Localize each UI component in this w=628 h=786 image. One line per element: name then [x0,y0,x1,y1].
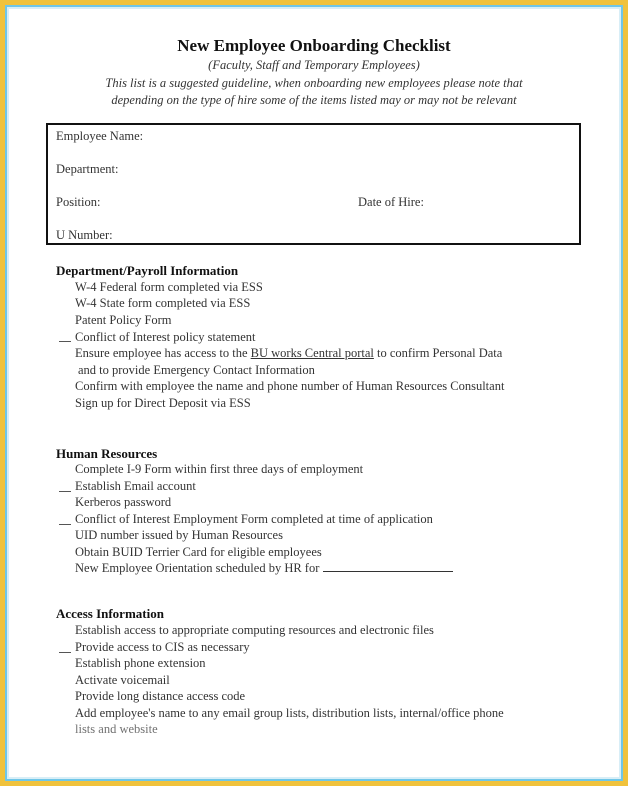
section-title-hr: Human Resources [56,446,158,461]
checkbox-blank [59,341,71,342]
date-of-hire-label: Date of Hire: [358,195,424,209]
list-item: Kerberos password [75,495,172,509]
list-item: Establish phone extension [75,656,206,670]
list-item: Complete I-9 Form within first three days of employment [75,462,364,476]
list-item: lists and website [75,722,158,736]
intro-line-1: This list is a suggested guideline, when onboarding new employees please note that [105,76,523,90]
position-label: Position: [56,195,101,209]
employee-name-label: Employee Name: [56,129,144,143]
list-item: Patent Policy Form [75,313,172,327]
list-item: Establish access to appropriate computing resources and electronic files [75,623,434,637]
checkbox-blank [59,652,71,653]
list-item: UID number issued by Human Resources [75,528,283,542]
section-title-access: Access Information [56,606,164,621]
list-item: Provide access to CIS as necessary [75,640,250,654]
intro-line-2: depending on the type of hire some of the items listed may or may not be relevant [111,93,517,107]
list-item: Conflict of Interest Employment Form completed at time of application [75,512,433,526]
list-item [75,561,453,576]
list-item: Provide long distance access code [75,689,246,703]
list-item: Establish Email account [75,479,196,493]
section-title-payroll: Department/Payroll Information [56,263,239,278]
employee-info-box [46,123,581,245]
checkbox-blank [59,491,71,492]
list-item: Activate voicemail [75,673,170,687]
fill-in-line[interactable] [323,561,453,572]
checkbox-blank [59,524,71,525]
list-item: Confirm with employee the name and phone number of Human Resources Consultant [75,379,505,393]
list-item: Sign up for Direct Deposit via ESS [75,396,251,410]
list-item [75,346,502,361]
bu-works-portal-link[interactable]: BU works Central portal [250,346,374,360]
list-item-text: to confirm Personal Data [377,346,503,360]
list-item: Conflict of Interest policy statement [75,330,256,344]
list-item-text: New Employee Orientation scheduled by HR for [75,561,320,575]
list-item-text: Ensure employee has access to the [75,346,248,360]
department-label: Department: [56,162,119,176]
list-item: Add employee's name to any email group lists, distribution lists, internal/office phone [75,706,504,720]
document-subtitle: (Faculty, Staff and Temporary Employees) [208,58,420,72]
list-item: and to provide Emergency Contact Information [78,363,315,377]
list-item: W-4 Federal form completed via ESS [75,280,263,294]
u-number-label: U Number: [56,228,113,242]
document-title: New Employee Onboarding Checklist [177,36,451,55]
list-item: W-4 State form completed via ESS [75,296,251,310]
list-item: Obtain BUID Terrier Card for eligible employees [75,545,322,559]
